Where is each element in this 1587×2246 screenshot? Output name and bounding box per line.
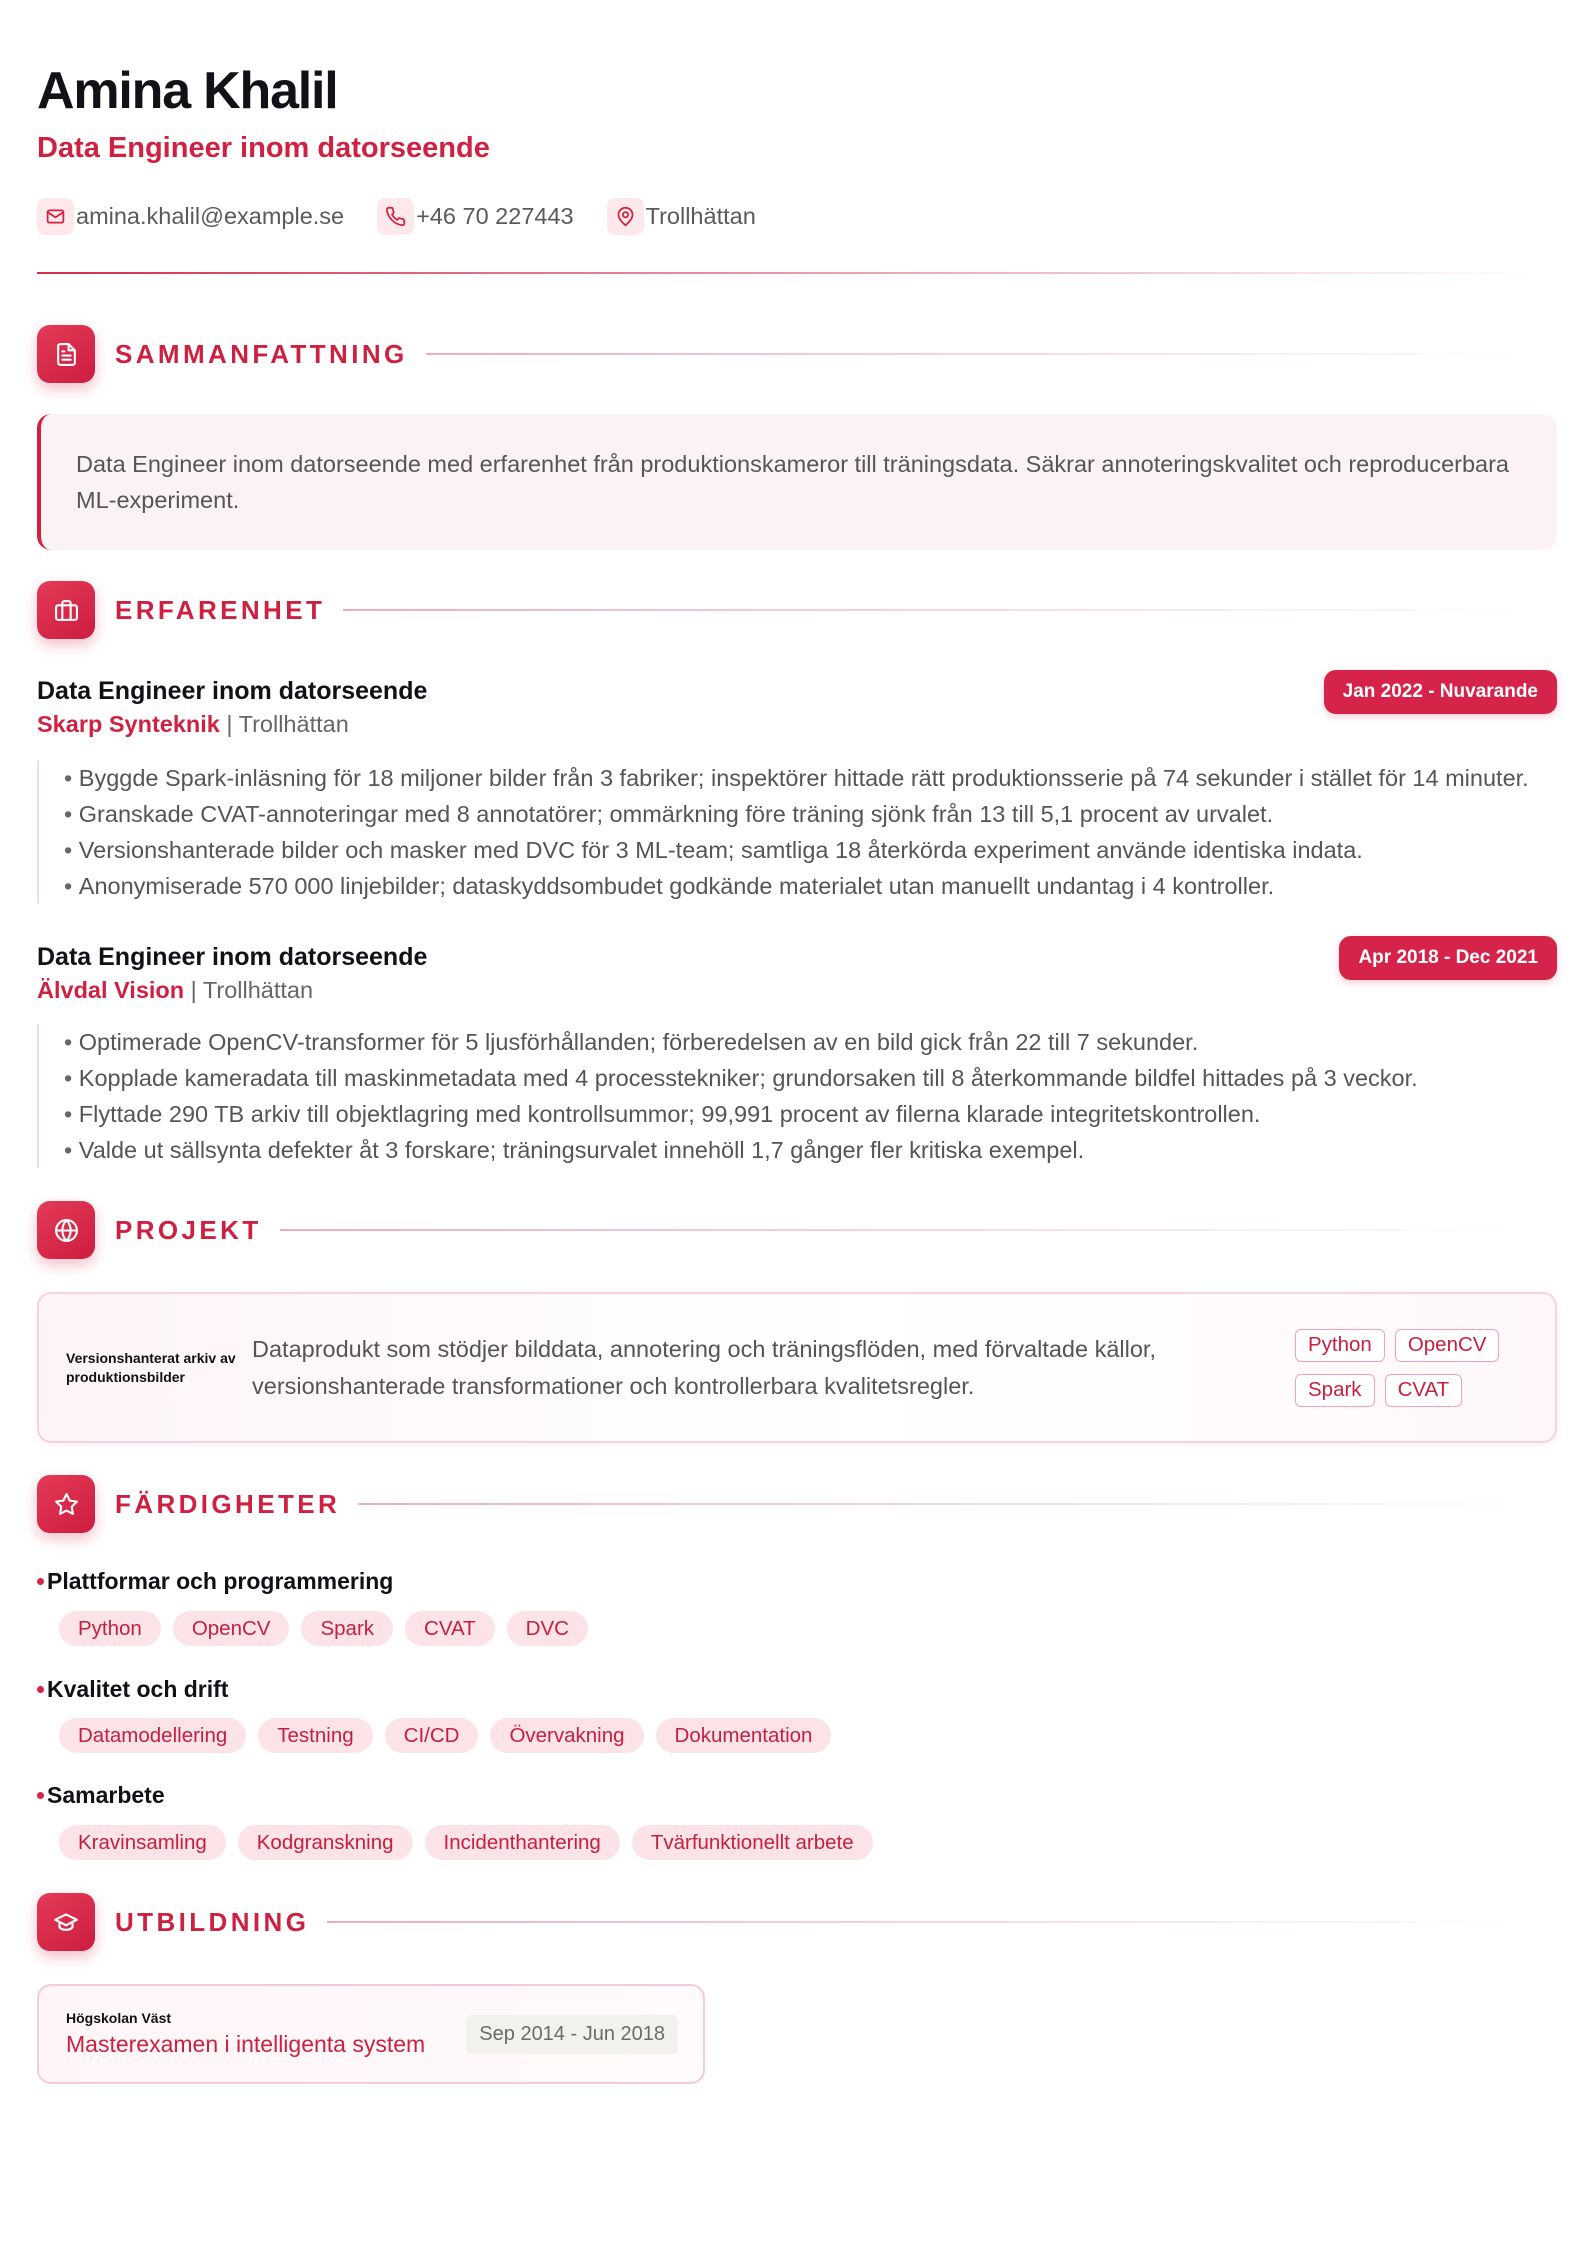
projects-section [37, 1201, 1557, 1443]
achievement-item: • Byggde Spark-inläsning för 18 miljoner bilder från 3 fabriker; inspektörer hittade rätt produktionsserie på 74 sekunder i stället för 14 minuter. [64, 760, 1557, 796]
job-header [37, 940, 1557, 1006]
location-text: Trollhättan [645, 203, 756, 229]
skill-chip: Tvärfunktionellt arbete [632, 1825, 873, 1860]
achievement-item: • Flyttade 290 TB arkiv till objektlagring med kontrollsummor; 99,991 procent av filerna klarade integritetskontrollen. [64, 1096, 1557, 1132]
section-title: PROJEKT [115, 1215, 262, 1245]
briefcase-icon [37, 581, 95, 639]
job-info [37, 940, 427, 1006]
phone-text: +46 70 227443 [416, 203, 574, 229]
skill-chip: Incidenthantering [425, 1825, 620, 1860]
achievement-item: • Valde ut sällsynta defekter åt 3 forskare; träningsurvalet innehöll 1,7 gånger fler kritiska exempel. [64, 1132, 1557, 1168]
tech-tag: Python [1295, 1329, 1385, 1362]
separator: | [226, 711, 233, 737]
bullet-dot [37, 1792, 44, 1799]
company-name: Älvdal Vision [37, 977, 185, 1003]
mail-icon [37, 198, 74, 235]
phone-link[interactable] [377, 198, 573, 235]
job-title: Data Engineer inom datorseende [37, 677, 428, 705]
section-divider [280, 1229, 1530, 1231]
date-badge: Jan 2022 - Nuvarande [1324, 670, 1557, 714]
achievement-list [37, 760, 1557, 904]
education-date-badge: Sep 2014 - Jun 2018 [466, 2015, 678, 2054]
skill-group-label [37, 1779, 1557, 1811]
skills-heading-row [37, 1475, 1557, 1533]
section-title: UTBILDNING [115, 1907, 310, 1937]
summary-heading-row [37, 325, 1557, 383]
skill-chip: DVC [507, 1611, 588, 1646]
graduation-cap-icon [37, 1893, 95, 1951]
skill-chip: Datamodellering [59, 1718, 246, 1753]
degree-name: Masterexamen i intelligenta system [66, 2031, 426, 2057]
job-entry [37, 940, 1557, 1168]
skill-chip: Övervakning [490, 1718, 643, 1753]
education-card [37, 1984, 705, 2084]
skill-chips [37, 1611, 1557, 1646]
email-link[interactable] [37, 198, 344, 235]
job-header [37, 674, 1557, 740]
achievement-list [37, 1024, 1557, 1168]
skill-chip: CI/CD [385, 1718, 479, 1753]
section-divider [358, 1503, 1530, 1505]
project-name: Versionshanterat arkiv av produktionsbilder [66, 1349, 236, 1385]
location [607, 198, 756, 235]
achievement-item: • Anonymiserade 570 000 linjebilder; dataskyddsombudet godkände materialet utan manuellt undantag i 4 kontroller. [64, 868, 1557, 904]
summary-section [37, 325, 1557, 550]
skill-chip: Kodgranskning [238, 1825, 413, 1860]
section-title: ERFARENHET [115, 595, 326, 625]
skill-chip: Spark [301, 1611, 393, 1646]
projects-heading-row [37, 1201, 1557, 1259]
bullet-dot [37, 1686, 44, 1693]
skills-section [37, 1475, 1557, 1860]
achievement-item: • Versionshanterade bilder och masker med DVC för 3 ML-team; samtliga 18 återkörda experiment använde identiska indata. [64, 832, 1557, 868]
candidate-name: Amina Khalil [37, 62, 338, 120]
skill-chip: Python [59, 1611, 161, 1646]
job-title: Data Engineer inom datorseende [37, 943, 428, 971]
experience-heading-row [37, 581, 1557, 639]
tech-tag: Spark [1295, 1374, 1375, 1407]
resume-header [37, 61, 1557, 274]
skill-group-label [37, 1673, 1557, 1705]
skill-chip: OpenCV [173, 1611, 290, 1646]
company-line [37, 708, 427, 740]
separator: | [190, 977, 197, 1003]
header-divider [37, 272, 1532, 274]
skill-group-label [37, 1565, 1557, 1597]
skill-chip: Kravinsamling [59, 1825, 226, 1860]
section-divider [327, 1921, 1530, 1923]
project-tags [1295, 1329, 1510, 1407]
school-name: Högskolan Väst [66, 2010, 172, 2026]
job-entry [37, 674, 1557, 904]
summary-text: Data Engineer inom datorseende med erfarenhet från produktionskameror till träningsdata. Säkrar annoteringskvalitet och reproducerbara ML-experiment. [37, 414, 1557, 550]
skill-group-name: Samarbete [47, 1782, 165, 1808]
job-location: Trollhättan [238, 711, 349, 737]
achievement-item: • Optimerade OpenCV-transformer för 5 ljusförhållanden; förberedelsen av en bild gick från 22 till 7 sekunder. [64, 1024, 1557, 1060]
skill-group-name: Plattformar och programmering [47, 1568, 394, 1594]
section-title: SAMMANFATTNING [115, 339, 408, 369]
project-card [37, 1292, 1557, 1443]
bullet-dot [37, 1578, 44, 1585]
company-line [37, 974, 427, 1006]
project-description: Dataprodukt som stödjer bilddata, annotering och träningsflöden, med förvaltade källor, versionshanterade transformationer och kontrollerbara kvalitetsregler. [252, 1335, 1156, 1399]
star-icon [37, 1475, 95, 1533]
document-icon [37, 325, 95, 383]
globe-icon [37, 1201, 95, 1259]
date-badge: Apr 2018 - Dec 2021 [1339, 936, 1557, 980]
section-divider [426, 353, 1530, 355]
skill-group-name: Kvalitet och drift [47, 1676, 229, 1702]
candidate-title: Data Engineer inom datorseende [37, 132, 490, 164]
skill-chip: CVAT [405, 1611, 495, 1646]
experience-section [37, 581, 1557, 1168]
job-location: Trollhättan [202, 977, 314, 1003]
education-info [66, 2008, 425, 2060]
company-name: Skarp Synteknik [37, 711, 220, 737]
section-divider [343, 609, 1530, 611]
achievement-item: • Granskade CVAT-annoteringar med 8 annotatörer; ommärkning före träning sjönk från 13 till 5,1 procent av urvalet. [64, 796, 1557, 832]
section-title: FÄRDIGHETER [115, 1489, 341, 1519]
tech-tag: OpenCV [1395, 1329, 1500, 1362]
skill-chips [37, 1825, 1557, 1860]
skill-chip: Testning [258, 1718, 372, 1753]
education-heading-row [37, 1893, 1557, 1951]
email-text: amina.khalil@example.se [76, 203, 345, 229]
tech-tag: CVAT [1385, 1374, 1463, 1407]
education-section [37, 1893, 1557, 2084]
achievement-item: • Kopplade kameradata till maskinmetadata med 4 processtekniker; grundorsaken till 8 återkommande bildfel hittades på 3 veckor. [64, 1060, 1557, 1096]
location-icon [607, 198, 644, 235]
job-info [37, 674, 427, 740]
contact-row [37, 198, 1557, 235]
skill-chip: Dokumentation [656, 1718, 832, 1753]
phone-icon [377, 198, 414, 235]
skill-chips [37, 1718, 1557, 1753]
